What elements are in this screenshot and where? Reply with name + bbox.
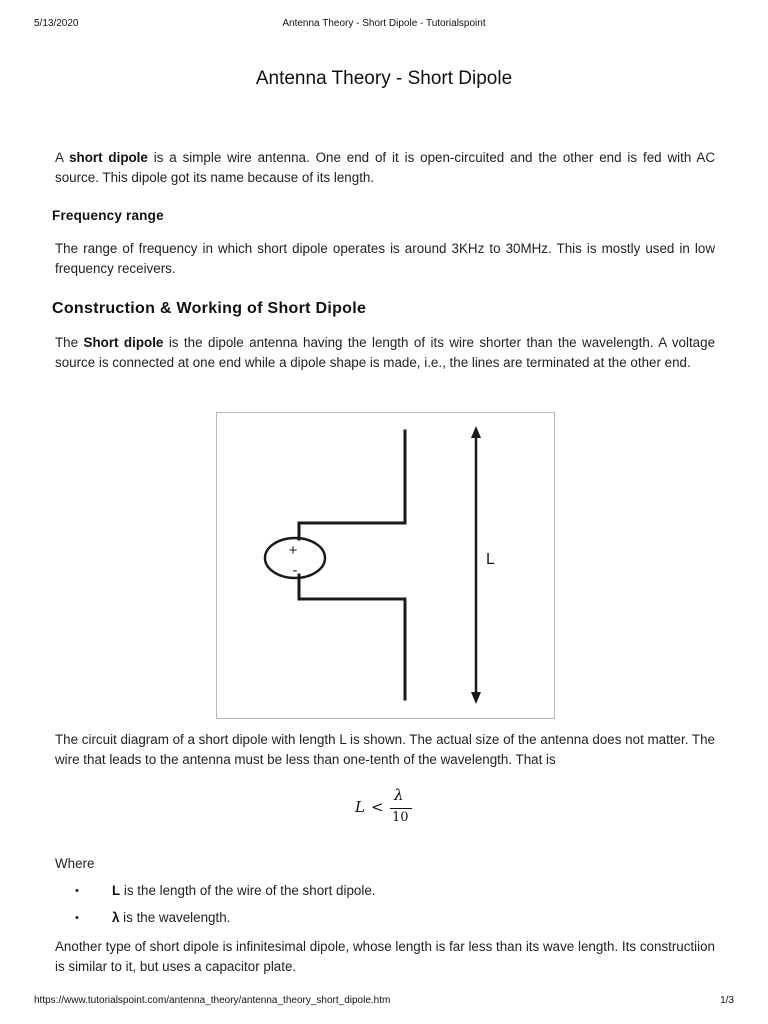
formula-less-than: < [371, 798, 384, 816]
intro-bold-term: short dipole [69, 150, 148, 165]
intro-paragraph: A short dipole is a simple wire antenna. One end of it is open-circuited and the other end is fed with AC source. This dipole got its name because of its length. [55, 150, 716, 185]
length-arrow-top-head [471, 426, 481, 438]
formula-lhs: L [355, 798, 365, 816]
formula-numerator: λ [394, 786, 404, 804]
print-page-number: 1/3 [720, 995, 734, 1006]
construction-heading: Construction & Working of Short Dipole [52, 300, 367, 317]
print-footer-url: https://www.tutorialspoint.com/antenna_theory/antenna_theory_short_dipole.htm [34, 995, 391, 1006]
list-item: • L is the length of the wire of the short dipole. [75, 881, 715, 908]
list-item: • λ is the wavelength. [75, 908, 715, 935]
source-plus-sign: + [288, 542, 298, 559]
formula-denominator: 10 [392, 810, 409, 825]
construction-bold-term: Short dipole [83, 335, 164, 350]
page-title: Antenna Theory - Short Dipole [255, 68, 513, 89]
length-formula [355, 786, 415, 830]
closing-paragraph: Another type of short dipole is infinitesimal dipole, whose length is far less than its wave length. Its constructiion is similar to it, but uses a capacitor plate. [55, 939, 715, 974]
where-label: Where [55, 856, 95, 871]
print-header-title: Antenna Theory - Short Dipole - Tutorialspoint [282, 18, 486, 29]
length-arrow-bottom-head [471, 692, 481, 704]
definition-list [75, 881, 715, 935]
lower-dipole-arm [299, 575, 405, 699]
frequency-paragraph: The range of frequency in which short dipole operates is around 3KHz to 30MHz. This is mostly used in low frequency receivers. [55, 241, 715, 276]
upper-dipole-arm [299, 431, 405, 539]
short-dipole-diagram [216, 412, 555, 719]
formula-fraction-bar [390, 808, 412, 809]
print-date: 5/13/2020 [34, 18, 79, 29]
frequency-heading: Frequency range [52, 208, 164, 223]
source-minus-sign: - [292, 562, 298, 579]
length-label: L [486, 551, 495, 568]
circuit-paragraph: The circuit diagram of a short dipole with length L is shown. The actual size of the antenna does not matter. The wire that leads to the antenna must be less than one-tenth of the wavelength. That is [55, 732, 715, 767]
construction-paragraph: The Short dipole is the dipole antenna having the length of its wire shorter than the wavelength. A voltage source is connected at one end while a dipole shape is made, i.e., the lines are terminated at the other end. [55, 335, 716, 370]
